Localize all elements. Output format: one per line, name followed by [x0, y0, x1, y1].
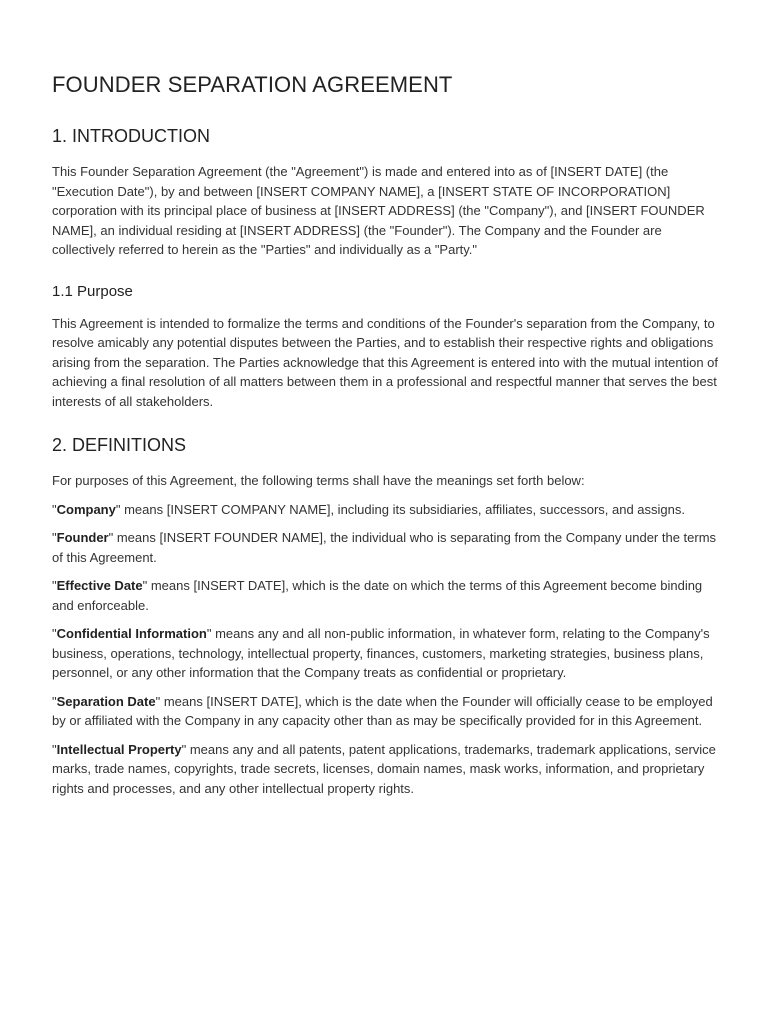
section-purpose: [52, 282, 724, 412]
open-quote: ": [52, 530, 57, 545]
introduction-heading: 1. INTRODUCTION: [52, 126, 211, 146]
definition-text: " means any and all non-public information, in whatever form, relating to the Company's business, operations, technology, intellectual property, finances, customers, marketing strategies, business plans, personnel, or any other information that the Company treats as confidential or proprietary.: [52, 626, 710, 680]
document-page: [52, 70, 724, 807]
open-quote: ": [52, 578, 57, 593]
purpose-body: This Agreement is intended to formalize the terms and conditions of the Founder's separation from the Company, to resolve amicably any potential disputes between the Parties, and to establish their respective rights and obligations arising from the separation. The Parties acknowledge that this Agreement is entered into with the mutual intention of achieving a final resolution of all matters between them in a professional and respectful manner that serves the best interests of all stakeholders.: [52, 315, 719, 409]
defined-term: Founder: [56, 530, 109, 545]
definitions-intro: For purposes of this Agreement, the following terms shall have the meanings set forth below:: [52, 473, 585, 488]
definition-intellectual-property: [52, 740, 724, 799]
definition-text: " means [INSERT FOUNDER NAME], the individual who is separating from the Company under the terms of this Agreement.: [52, 530, 717, 565]
definition-text: " means [INSERT COMPANY NAME], including its subsidiaries, affiliates, successors, and assigns.: [115, 501, 685, 517]
definition-text: " means [INSERT DATE], which is the date on which the terms of this Agreement become binding and enforceable.: [52, 578, 703, 613]
definitions-heading: 2. DEFINITIONS: [52, 435, 187, 455]
defined-term: Company: [56, 501, 116, 517]
section-introduction: [52, 124, 724, 260]
definition-founder: [52, 528, 724, 567]
open-quote: ": [52, 626, 57, 641]
open-quote: ": [52, 741, 57, 757]
definition-confidential-information: [52, 624, 724, 683]
document-title: FOUNDER SEPARATION AGREEMENT: [52, 72, 453, 97]
purpose-heading: 1.1 Purpose: [52, 282, 133, 300]
introduction-body: This Founder Separation Agreement (the "Agreement") is made and entered into as of [INSERT DATE] (the "Execution Date"), by and between [INSERT COMPANY NAME], a [INSERT STATE OF INCORPORATION] corporation with its principal place of business at [INSERT ADDRESS] (the "Company"), and [INSERT FOUNDER NAME], an individual residing at [INSERT ADDRESS] (the "Founder"). The Company and the Founder are collectively referred to herein as the "Parties" and individually as a "Party.": [52, 164, 705, 257]
open-quote: ": [52, 501, 57, 517]
defined-term: Effective Date: [56, 578, 143, 593]
definition-company: [52, 500, 724, 520]
section-definitions: [52, 433, 724, 798]
definition-effective-date: [52, 576, 724, 615]
definition-text: " means [INSERT DATE], which is the date when the Founder will officially cease to be employed by or affiliated with the Company in any capacity other than as may be specifically provided for in this Agreement.: [52, 693, 713, 728]
definition-text: " means any and all patents, patent applications, trademarks, trademark applications, service marks, trade names, copyrights, trade secrets, licenses, domain names, mask works, information, and proprietary rights and processes, and any other intellectual property rights.: [52, 741, 716, 796]
defined-term: Confidential Information: [56, 626, 207, 641]
open-quote: ": [52, 693, 57, 709]
definition-separation-date: [52, 692, 724, 731]
defined-term: Intellectual Property: [56, 741, 182, 757]
defined-term: Separation Date: [56, 693, 156, 709]
